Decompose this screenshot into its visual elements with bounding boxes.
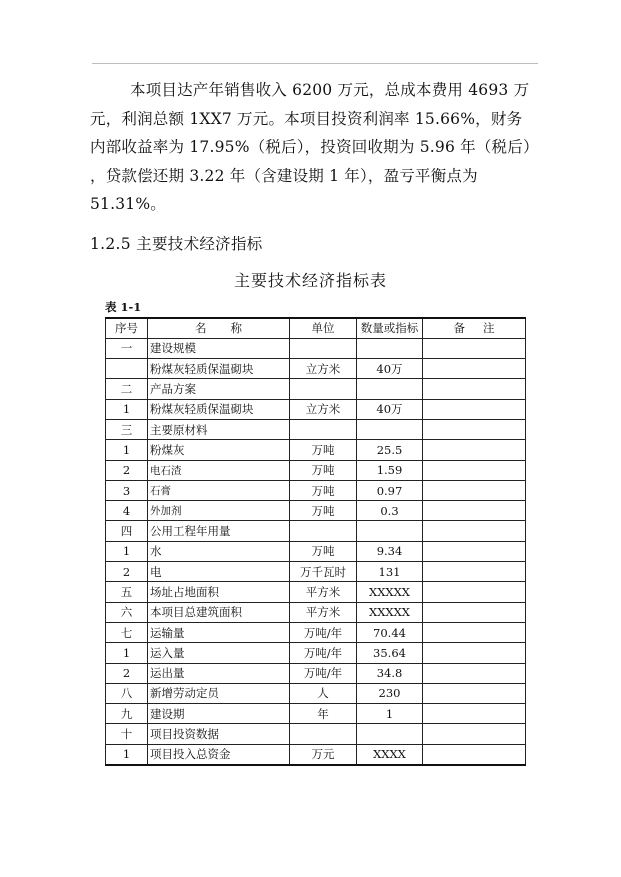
row-index: 4 xyxy=(106,501,148,521)
row-note xyxy=(423,541,526,561)
row-unit: 万元 xyxy=(290,744,357,764)
row-note xyxy=(423,501,526,521)
row-index: 九 xyxy=(106,704,148,724)
economic-indicators-table xyxy=(105,317,526,766)
row-name: 建设期 xyxy=(148,704,290,724)
row-index: 3 xyxy=(106,480,148,500)
row-name: 产品方案 xyxy=(148,379,290,399)
row-value: XXXX xyxy=(357,744,423,764)
header-value: 数量或指标 xyxy=(357,318,423,338)
row-note xyxy=(423,460,526,480)
row-value: 35.64 xyxy=(357,643,423,663)
row-name: 项目投资数据 xyxy=(148,724,290,744)
row-unit: 万千瓦时 xyxy=(290,562,357,582)
row-unit xyxy=(290,419,357,439)
row-note xyxy=(423,744,526,764)
row-value: 1 xyxy=(357,704,423,724)
table-row xyxy=(106,724,526,744)
row-index: 五 xyxy=(106,582,148,602)
table-title: 主要技术经济指标表 xyxy=(233,271,387,290)
row-value xyxy=(357,724,423,744)
row-note xyxy=(423,480,526,500)
row-index: 一 xyxy=(106,338,148,358)
table-row xyxy=(106,460,526,480)
row-index: 1 xyxy=(106,541,148,561)
row-index: 四 xyxy=(106,521,148,541)
table-row xyxy=(106,379,526,399)
row-unit: 立方米 xyxy=(290,399,357,419)
paragraph-line: 51.31%。 xyxy=(90,195,167,213)
row-unit: 年 xyxy=(290,704,357,724)
row-index: 1 xyxy=(106,744,148,764)
row-value: 9.34 xyxy=(357,541,423,561)
row-unit: 人 xyxy=(290,683,357,703)
row-note xyxy=(423,704,526,724)
table-row xyxy=(106,359,526,379)
row-value: 1.59 xyxy=(357,460,423,480)
row-unit: 万吨 xyxy=(290,440,357,460)
table-row xyxy=(106,582,526,602)
row-name: 公用工程年用量 xyxy=(148,521,290,541)
row-value: XXXXX xyxy=(357,582,423,602)
paragraph-line: 本项目达产年销售收入 6200 万元，总成本费用 4693 万 xyxy=(130,81,530,99)
row-index: 七 xyxy=(106,622,148,642)
row-name: 粉煤灰轻质保温砌块 xyxy=(148,399,290,419)
row-unit: 万吨 xyxy=(290,460,357,480)
header-rule xyxy=(92,63,538,64)
row-note xyxy=(423,440,526,460)
row-index: 2 xyxy=(106,562,148,582)
row-index: 八 xyxy=(106,683,148,703)
row-note xyxy=(423,683,526,703)
table-row xyxy=(106,643,526,663)
row-unit: 平方米 xyxy=(290,602,357,622)
row-note xyxy=(423,724,526,744)
row-index: 1 xyxy=(106,399,148,419)
row-unit: 万吨/年 xyxy=(290,643,357,663)
row-unit xyxy=(290,724,357,744)
row-unit xyxy=(290,379,357,399)
row-value: 34.8 xyxy=(357,663,423,683)
header-unit: 单位 xyxy=(290,318,357,338)
table-body xyxy=(106,338,526,764)
row-name: 水 xyxy=(148,541,290,561)
table-row xyxy=(106,521,526,541)
table-row xyxy=(106,744,526,764)
row-value xyxy=(357,338,423,358)
table-row xyxy=(106,419,526,439)
table-row xyxy=(106,440,526,460)
row-index: 二 xyxy=(106,379,148,399)
row-index: 2 xyxy=(106,460,148,480)
paragraph-line: 内部收益率为 17.95%（税后），投资回收期为 5.96 年（税后） xyxy=(90,138,539,156)
table-row xyxy=(106,602,526,622)
table-row xyxy=(106,562,526,582)
row-index xyxy=(106,359,148,379)
row-unit: 万吨/年 xyxy=(290,622,357,642)
row-name: 运出量 xyxy=(148,663,290,683)
row-value xyxy=(357,379,423,399)
header-note: 备注 xyxy=(423,318,526,338)
row-index: 1 xyxy=(106,440,148,460)
row-unit: 万吨 xyxy=(290,480,357,500)
table-row xyxy=(106,501,526,521)
row-value: 70.44 xyxy=(357,622,423,642)
row-name: 项目投入总资金 xyxy=(148,744,290,764)
row-note xyxy=(423,338,526,358)
row-name: 电 xyxy=(148,562,290,582)
row-value: 0.3 xyxy=(357,501,423,521)
row-value xyxy=(357,419,423,439)
row-index: 六 xyxy=(106,602,148,622)
row-name: 外加剂 xyxy=(148,501,290,521)
row-name: 运入量 xyxy=(148,643,290,663)
paragraph-line: 元，利润总额 1XX7 万元。本项目投资利润率 15.66%，财务 xyxy=(90,109,523,128)
row-note xyxy=(423,643,526,663)
row-index: 十 xyxy=(106,724,148,744)
row-name: 粉煤灰轻质保温砌块 xyxy=(148,359,290,379)
table-row xyxy=(106,622,526,642)
table-row xyxy=(106,338,526,358)
section-heading: 1.2.5 主要技术经济指标 xyxy=(90,235,263,253)
row-unit: 万吨 xyxy=(290,501,357,521)
header-index: 序号 xyxy=(106,318,148,338)
row-unit xyxy=(290,521,357,541)
row-value: 40万 xyxy=(357,399,423,419)
row-value xyxy=(357,521,423,541)
table-header-row xyxy=(106,318,526,338)
table-row xyxy=(106,683,526,703)
row-note xyxy=(423,359,526,379)
row-note xyxy=(423,582,526,602)
row-unit: 万吨 xyxy=(290,541,357,561)
row-note xyxy=(423,379,526,399)
row-value: 0.97 xyxy=(357,480,423,500)
row-note xyxy=(423,663,526,683)
row-note xyxy=(423,602,526,622)
row-value: XXXXX xyxy=(357,602,423,622)
row-index: 2 xyxy=(106,663,148,683)
row-unit: 立方米 xyxy=(290,359,357,379)
table-row xyxy=(106,704,526,724)
row-name: 本项目总建筑面积 xyxy=(148,602,290,622)
row-unit: 平方米 xyxy=(290,582,357,602)
row-name: 运输量 xyxy=(148,622,290,642)
paragraph-line: ，贷款偿还期 3.22 年（含建设期 1 年），盈亏平衡点为 xyxy=(90,166,478,185)
row-value: 40万 xyxy=(357,359,423,379)
row-unit: 万吨/年 xyxy=(290,663,357,683)
table-row xyxy=(106,541,526,561)
row-note xyxy=(423,419,526,439)
row-index: 1 xyxy=(106,643,148,663)
row-value: 25.5 xyxy=(357,440,423,460)
row-name: 电石渣 xyxy=(148,460,290,480)
row-name: 主要原材料 xyxy=(148,419,290,439)
row-value: 230 xyxy=(357,683,423,703)
row-name: 场址占地面积 xyxy=(148,582,290,602)
table-row xyxy=(106,399,526,419)
row-note xyxy=(423,622,526,642)
row-note xyxy=(423,399,526,419)
row-index: 三 xyxy=(106,419,148,439)
table-number: 表 1-1 xyxy=(105,300,142,314)
row-name: 新增劳动定员 xyxy=(148,683,290,703)
row-value: 131 xyxy=(357,562,423,582)
header-name: 名称 xyxy=(148,318,290,338)
row-name: 石膏 xyxy=(148,480,290,500)
summary-paragraph xyxy=(90,76,550,219)
row-note xyxy=(423,521,526,541)
row-note xyxy=(423,562,526,582)
table-row xyxy=(106,663,526,683)
row-unit xyxy=(290,338,357,358)
table-row xyxy=(106,480,526,500)
row-name: 粉煤灰 xyxy=(148,440,290,460)
row-name: 建设规模 xyxy=(148,338,290,358)
